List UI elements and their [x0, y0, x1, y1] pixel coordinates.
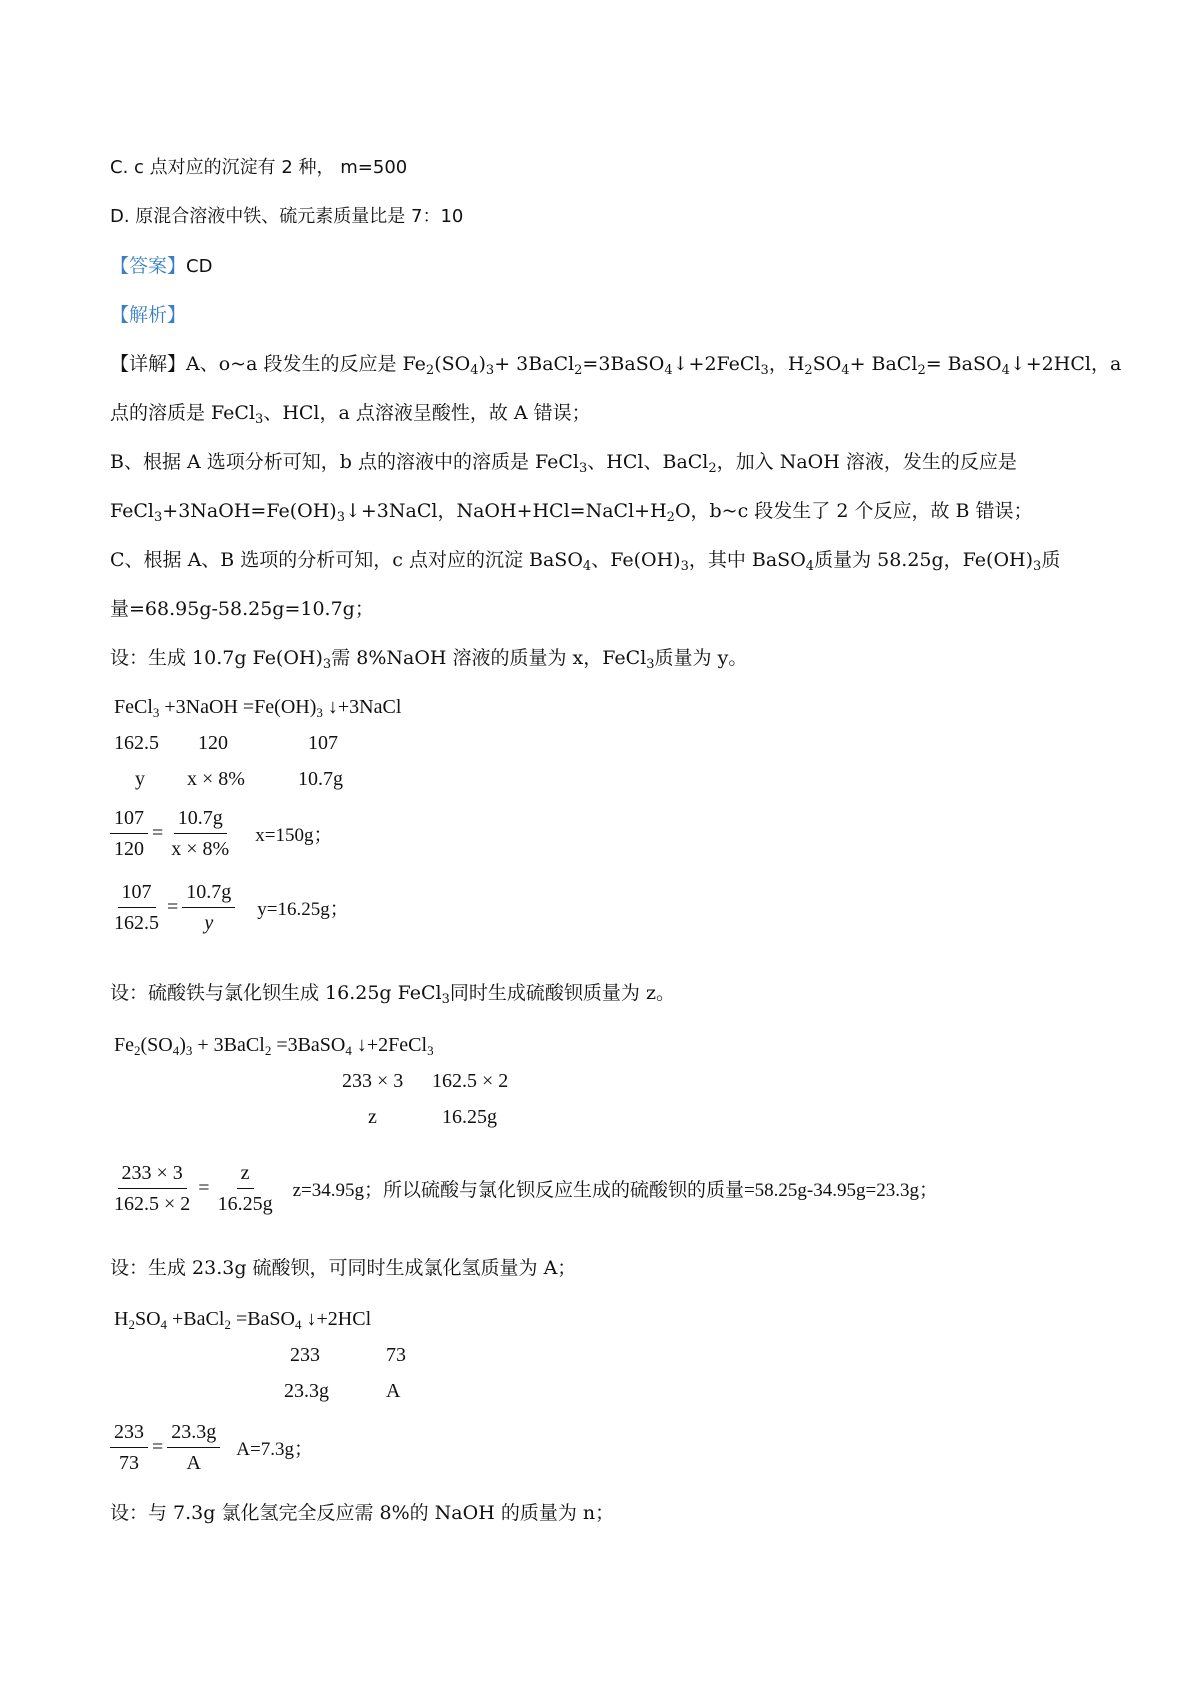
sub: 2 [708, 461, 717, 476]
sub: 2 [804, 363, 813, 378]
option-d: D. 原混合溶液中铁、硫元素质量比是 7：10 [110, 206, 464, 227]
text: 设：硫酸铁与氯化钡生成 16.25g FeCl [110, 982, 442, 1004]
sub: 4 [295, 1317, 302, 1332]
sub: 3 [485, 363, 495, 378]
text: ，其中 BaSO [688, 549, 806, 571]
denominator: 162.5 [114, 912, 159, 934]
equals-sign: = [152, 822, 164, 844]
detail-line-c [110, 547, 1060, 573]
text: 、Fe(OH) [591, 549, 681, 571]
text: ↓+3NaCl，NaOH+HCl=NaCl+H [344, 500, 667, 522]
sub: 3 [579, 461, 588, 476]
text: =3BaSO [271, 1034, 346, 1056]
result: x=150g； [255, 825, 333, 846]
sub: 4 [470, 363, 479, 378]
text: 质 [1041, 549, 1061, 571]
text: B、根据 A 选项分析可知，b 点的溶液中的溶质是 FeCl [110, 451, 580, 473]
numerator: z [237, 1161, 254, 1189]
sub: 3 [760, 363, 769, 378]
detail-line-a [110, 351, 1121, 377]
text: C、根据 A、B 选项的分析可知，c 点对应的沉淀 BaSO [110, 549, 583, 571]
numerator: 107 [118, 880, 156, 908]
fraction-left [110, 880, 163, 935]
denominator: y [204, 912, 214, 934]
text: 、HCl，a 点溶液呈酸性，故 A 错误； [263, 402, 591, 424]
answer-value: CD [186, 256, 213, 277]
eq1-mass-107: 107 [308, 732, 338, 754]
sub: 4 [345, 1043, 352, 1058]
fraction-4 [110, 1420, 313, 1475]
sub: 4 [664, 363, 673, 378]
equals-sign: = [152, 1436, 164, 1458]
text: ↓+2FeCl [672, 353, 761, 375]
setup-line-2 [110, 980, 675, 1006]
eq1-mass-120: 120 [198, 732, 228, 754]
text: FeCl [114, 696, 153, 718]
text: (OH) [274, 696, 317, 718]
text: ，加入 NaOH 溶液，发生的反应是 [716, 451, 1017, 473]
equation-2 [114, 1032, 434, 1058]
text: 质量为 58.25g，Fe(OH) [814, 549, 1034, 571]
eq3-mass-233: 233 [290, 1344, 320, 1366]
answer-line [110, 253, 212, 280]
sub: 3 [336, 510, 345, 525]
numerator: 10.7g [174, 806, 227, 834]
eq3-var-a: A [386, 1380, 401, 1402]
sub: 2 [128, 1317, 135, 1332]
text: +3NaOH=Fe(OH) [162, 500, 337, 522]
text: ) [478, 353, 486, 375]
sub: 4 [1001, 363, 1010, 378]
sub: 2 [134, 1043, 141, 1058]
fraction-left [110, 806, 148, 861]
detail-line-a2 [110, 400, 591, 426]
text: FeCl [110, 500, 155, 522]
fraction-right [167, 1420, 220, 1475]
text: +BaCl [167, 1308, 225, 1330]
text: + 3BaCl [494, 353, 575, 375]
detail-line-b [110, 449, 1017, 475]
fraction-left [110, 1420, 148, 1475]
sub: 3 [255, 412, 264, 427]
sub: 3 [316, 705, 323, 720]
equals-sign: = [198, 1177, 210, 1199]
eq2-var-1625g: 16.25g [442, 1106, 497, 1128]
sub: 2 [574, 363, 583, 378]
numerator: 10.7g [182, 880, 235, 908]
text: ，H [768, 353, 805, 375]
sub: 4 [160, 1317, 168, 1332]
setup-line-3: 设：生成 23.3g 硫酸钡，可同时生成氯化氢质量为 A； [110, 1257, 577, 1279]
text: 同时生成硫酸钡质量为 z。 [449, 982, 675, 1004]
sub: 3 [185, 1043, 193, 1058]
fraction-1 [110, 806, 332, 861]
numerator: 233 [110, 1420, 148, 1448]
sub: 3 [680, 559, 689, 574]
denominator: 16.25g [217, 1193, 273, 1215]
text: =BaSO [230, 1308, 295, 1330]
text: (SO [434, 353, 471, 375]
sub: 2 [264, 1043, 272, 1058]
eq1-mass-162: 162.5 [114, 732, 159, 754]
option-c: C. c 点对应的沉淀有 2 种， m=500 [110, 157, 408, 178]
sub: 2 [917, 363, 926, 378]
eq2-var-z: z [368, 1106, 377, 1128]
text: =3BaSO [582, 353, 665, 375]
denominator: 120 [114, 838, 144, 860]
result: y=16.25g； [257, 899, 349, 920]
text: + 3BaCl [192, 1034, 265, 1056]
text: 质量为 y。 [654, 647, 748, 669]
fraction-3 [110, 1161, 938, 1216]
denominator: 73 [119, 1452, 139, 1474]
text: O，b~c 段发生了 2 个反应，故 B 错误； [674, 500, 1033, 522]
fraction-2 [110, 880, 349, 935]
text: 需 8%NaOH 溶液的质量为 x，FeCl [331, 647, 647, 669]
text: ↓+2HCl [301, 1308, 372, 1330]
text: + BaCl [849, 353, 918, 375]
text: 设：生成 10.7g Fe(OH) [110, 647, 323, 669]
numerator: 23.3g [167, 1420, 220, 1448]
text: H [114, 1308, 129, 1330]
sub: 4 [172, 1043, 180, 1058]
fraction-right [214, 1161, 277, 1216]
numerator: 107 [110, 806, 148, 834]
eq1-var-107g: 10.7g [298, 768, 343, 790]
sub: 3 [154, 510, 163, 525]
sub: 4 [582, 559, 592, 574]
sub: 3 [441, 992, 450, 1007]
sub: 3 [1033, 559, 1042, 574]
denominator: x × 8% [171, 838, 230, 860]
equation-1 [114, 694, 401, 720]
text: 、HCl、BaCl [587, 451, 709, 473]
sub: 2 [666, 510, 675, 525]
sub: 2 [224, 1317, 231, 1332]
fraction-right [182, 880, 235, 935]
text: (SO [140, 1034, 173, 1056]
text: SO [134, 1308, 161, 1330]
text: ↓+3NaCl [322, 696, 402, 718]
text: Fe [114, 1034, 134, 1056]
sub: 2 [425, 363, 435, 378]
eq1-var-y: y [135, 768, 145, 790]
fraction-left [110, 1161, 194, 1216]
analysis-label: 【解析】 [110, 304, 187, 326]
text: ↓+2FeCl [351, 1034, 428, 1056]
text: SO [812, 353, 842, 375]
eq2-mass-162: 162.5 × 2 [432, 1070, 509, 1092]
result: A=7.3g； [236, 1439, 313, 1460]
sub: 3 [322, 657, 332, 672]
answer-label: 【答案】 [110, 255, 187, 277]
text: +3NaOH =Fe [159, 696, 275, 718]
setup-line-4: 设：与 7.3g 氯化氢完全反应需 8%的 NaOH 的质量为 n； [110, 1502, 615, 1524]
text: ↓+2HCl，a [1009, 353, 1122, 375]
sub: 3 [427, 1043, 434, 1058]
eq2-mass-233: 233 × 3 [342, 1070, 404, 1092]
setup-line-1 [110, 645, 747, 671]
eq3-mass-73: 73 [386, 1344, 406, 1366]
denominator: 162.5 × 2 [114, 1193, 191, 1215]
denominator: A [186, 1452, 201, 1474]
detail-line-c2: 量=68.95g-58.25g=10.7g； [110, 598, 374, 620]
result: z=34.95g；所以硫酸与氯化钡反应生成的硫酸钡的质量=58.25g-34.95g=23.3g； [292, 1180, 938, 1201]
sub: 3 [152, 705, 160, 720]
detail-line-b2 [110, 498, 1033, 524]
text: = BaSO [925, 353, 1002, 375]
equation-3 [114, 1306, 371, 1332]
detail-label: 【详解】 [110, 353, 187, 375]
eq1-var-x: x × 8% [187, 768, 245, 790]
text: 点的溶质是 FeCl [110, 402, 256, 424]
numerator: 233 × 3 [118, 1161, 187, 1189]
equals-sign: = [167, 896, 179, 918]
fraction-right [167, 806, 233, 861]
sub: 4 [805, 559, 815, 574]
text: ) [179, 1034, 186, 1056]
sub: 3 [646, 657, 655, 672]
eq3-var-233g: 23.3g [284, 1380, 329, 1402]
sub: 4 [841, 363, 850, 378]
text: A、o~a 段发生的反应是 Fe [186, 353, 426, 375]
